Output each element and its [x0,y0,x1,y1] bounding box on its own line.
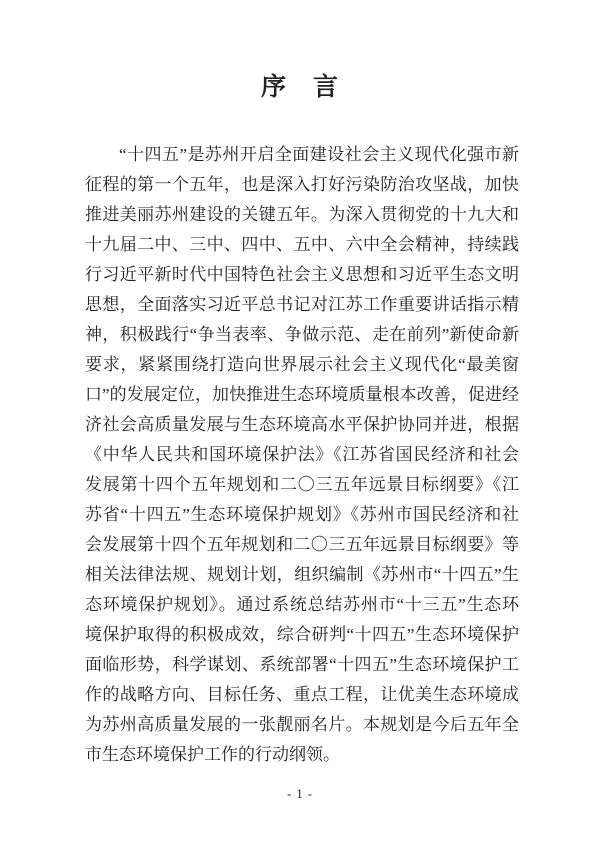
text-line: 神，积极践行“争当表率、争做示范、走在前列”新使命新 [85,325,519,344]
text-line: 济社会高质量发展与生态环境高水平保护协同并进，根据 [85,415,519,434]
text-line: 苏省“十四五”生态环境保护规划》《苏州市国民经济和社 [85,505,519,524]
page-title: 序 言 [260,74,339,101]
page-number: - 1 - [287,787,313,801]
text-line: 相关法律法规、规划计划，组织编制《苏州市“十四五”生 [85,565,519,584]
text-line: 会发展第十四个五年规划和二〇三五年远景目标纲要》等 [85,535,519,554]
text-line: 市生态环境保护工作的行动纲领。 [85,745,340,764]
text-line: 态环境保护规划》。通过系统总结苏州市“十三五”生态环 [85,595,519,614]
text-line: 发展第十四个五年规划和二〇三五年远景目标纲要》《江 [85,475,519,494]
text-line: 面临形势，科学谋划、系统部署“十四五”生态环境保护工 [85,655,519,674]
text-line: 作的战略方向、目标任务、重点工程，让优美生态环境成 [85,685,519,704]
text-line: 《中华人民共和国环境保护法》《江苏省国民经济和社会 [85,445,519,464]
text-line: 推进美丽苏州建设的关键五年。为深入贯彻党的十九大和 [85,205,519,224]
text-line: 行习近平新时代中国特色社会主义思想和习近平生态文明 [85,265,519,284]
text-line: 口”的发展定位，加快推进生态环境质量根本改善，促进经 [85,385,519,404]
text-line: “十四五”是苏州开启全面建设社会主义现代化强市新 [119,145,519,164]
text-line: 十九届二中、三中、四中、五中、六中全会精神，持续践 [85,235,519,254]
text-line: 为苏州高质量发展的一张靓丽名片。本规划是今后五年全 [85,715,519,734]
text-line: 征程的第一个五年，也是深入打好污染防治攻坚战，加快 [85,175,519,194]
preface-paragraph [85,140,519,770]
text-line: 要求，紧紧围绕打造向世界展示社会主义现代化“最美窗 [85,355,519,374]
text-line: 思想，全面落实习近平总书记对江苏工作重要讲话指示精 [85,295,519,314]
text-line: 境保护取得的积极成效，综合研判“十四五”生态环境保护 [85,625,519,644]
